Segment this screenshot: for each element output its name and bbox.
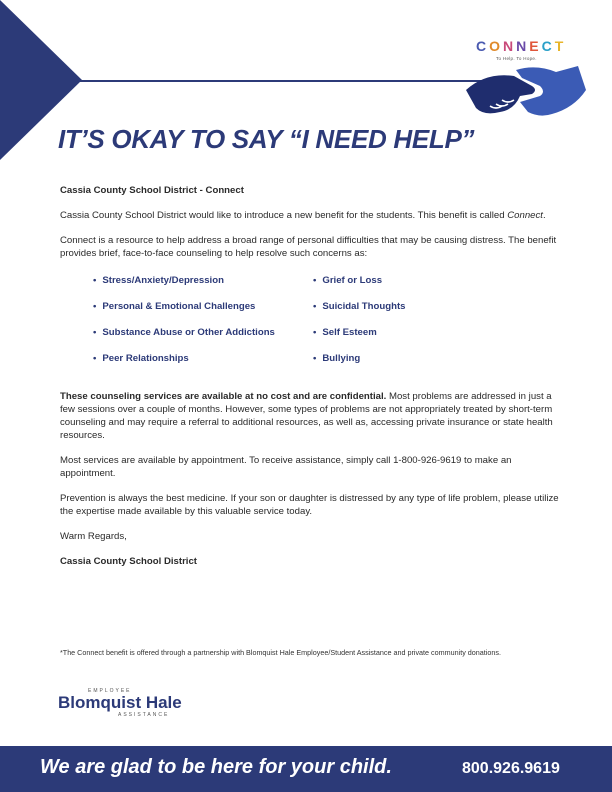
- services-bold: These counseling services are available at no cost and are confidential.: [60, 391, 387, 402]
- concern-item: • Peer Relationships: [93, 352, 313, 366]
- connect-logo-tagline: To Help. To Hope.: [496, 56, 537, 61]
- wordmark-letter: E: [529, 38, 542, 54]
- intro-paragraph: [60, 209, 562, 222]
- connect-logo: [456, 30, 596, 130]
- footer-band: [0, 746, 612, 792]
- page-headline: IT’S OKAY TO SAY “I NEED HELP”: [58, 124, 475, 154]
- closing: Warm Regards,: [60, 531, 127, 542]
- bh-logo-main: Blomquist Hale: [58, 693, 182, 712]
- signature: Cassia County School District: [60, 556, 198, 567]
- appointment-paragraph: Most services are available by appointment. To receive assistance, simply call 1-800-926-9619 to make an appointment.: [60, 455, 512, 479]
- letter-heading: Cassia County School District - Connect: [60, 185, 244, 196]
- concern-item: • Bullying: [313, 352, 533, 366]
- services-text: Most problems are addressed in just a few sessions over a couple of months. However, some types of problems are not appropriately treated by short-term counseling and may require a referral to additional resources, as well as, accessing private insurance or state health resources.: [60, 391, 553, 441]
- intro-text: Cassia County School District would like to introduce a new benefit for the students. This benefit is called: [60, 210, 508, 221]
- bh-logo-bottom: ASSISTANCE: [118, 712, 170, 718]
- wordmark-letter: T: [554, 38, 567, 54]
- concern-item: • Stress/Anxiety/Depression: [93, 274, 313, 288]
- wordmark-letter: N: [516, 38, 530, 54]
- footer-tagline: We are glad to be here for your child.: [40, 756, 392, 778]
- concern-item: • Grief or Loss: [313, 274, 533, 288]
- concern-item: • Suicidal Thoughts: [313, 300, 533, 314]
- wordmark-letter: O: [489, 38, 504, 54]
- intro-emphasis: Connect: [507, 210, 543, 221]
- prevention-paragraph: Prevention is always the best medicine. If your son or daughter is distressed by any type of life problem, please utilize the expertise made available by this valuable service today.: [60, 493, 559, 517]
- wordmark-letter: N: [503, 38, 517, 54]
- blomquist-hale-logo: [58, 688, 198, 722]
- header-rule: [80, 80, 500, 82]
- concern-item: • Personal & Emotional Challenges: [93, 300, 313, 314]
- bh-logo-top: EMPLOYEE: [88, 688, 132, 694]
- wordmark-letter: C: [476, 38, 490, 54]
- intro-end: .: [542, 210, 546, 221]
- wordmark-letter: C: [541, 38, 555, 54]
- resource-paragraph: Connect is a resource to help address a broad range of personal difficulties that may be causing distress. The benefit provides brief, face-to-face counseling to help resolve such concerns as:: [60, 235, 557, 259]
- footnote: *The Connect benefit is offered through a partnership with Blomquist Hale Employee/Student Assistance and private community donations.: [60, 648, 501, 657]
- concern-item: • Self Esteem: [313, 326, 533, 340]
- connect-logo-wordmark: [476, 38, 566, 54]
- services-paragraph: [60, 390, 562, 442]
- concern-item: • Substance Abuse or Other Addictions: [93, 326, 313, 340]
- concerns-list: [93, 274, 562, 366]
- letter-body: [60, 184, 562, 580]
- footer-phone: 800.926.9619: [462, 760, 560, 777]
